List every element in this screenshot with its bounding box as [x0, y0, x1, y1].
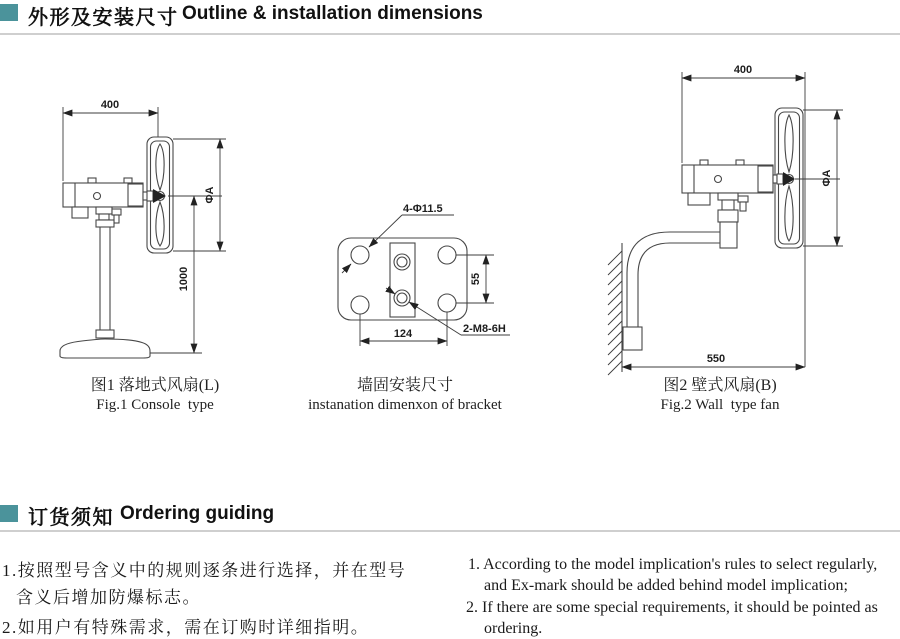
- section-title-en: Ordering guiding: [120, 503, 275, 524]
- bracket-caption: [295, 376, 515, 414]
- caption-en: Fig.1 Console type: [96, 397, 214, 413]
- dim-label-console-dia: ΦA: [204, 186, 216, 204]
- dim-label-console-1000: 1000: [178, 266, 190, 292]
- section-title-en: Outline & installation dimensions: [182, 3, 483, 24]
- dim-label-bracket-thread: 2-M8-6H: [463, 323, 506, 335]
- dim-label-wall-550: 550: [706, 353, 726, 365]
- note-line: 2.如用户有特殊需求，需在订购时详细指明。: [2, 618, 370, 637]
- console-fan-figure: [40, 55, 280, 380]
- caption-zh: 墙固安装尺寸: [356, 377, 453, 394]
- caption-zh: 图2 壁式风扇(B): [663, 377, 777, 394]
- caption-en: instanation dimenxon of bracket: [308, 397, 502, 413]
- caption-en: Fig.2 Wall type fan: [660, 397, 780, 413]
- dim-label-bracket-holes: 4-Φ11.5: [403, 203, 443, 215]
- wall-fan-caption: [615, 376, 825, 414]
- section-bullet-square: [0, 4, 18, 21]
- dim-label-wall-400: 400: [733, 64, 753, 76]
- caption-zh: 图1 落地式风扇(L): [90, 377, 220, 394]
- dim-label-bracket-124: 124: [393, 328, 413, 340]
- section-bullet-square: [0, 505, 18, 522]
- console-fan-caption: [40, 376, 270, 414]
- dim-label-bracket-55: 55: [470, 272, 482, 286]
- bracket-figure: [330, 195, 540, 355]
- note-line: 1.按照型号含义中的规则逐条进行选择，并在型号: [2, 561, 407, 580]
- section-title-zh: 外形及安装尺寸: [28, 7, 179, 29]
- note-line: 1. According to the model implication's rules to select regularly,: [468, 556, 878, 573]
- note-line: 2. If there are some special requirements, it should be pointed as: [466, 599, 878, 616]
- section-divider-line: [0, 33, 900, 35]
- note-line: 含义后增加防爆标志。: [16, 588, 201, 607]
- section-title-zh: 订货须知: [28, 507, 114, 529]
- note-line: and Ex-mark should be added behind model implication;: [484, 577, 848, 594]
- note-line: ordering.: [484, 620, 543, 637]
- section-divider-line: [0, 530, 900, 532]
- dim-label-console-400: 400: [100, 99, 120, 111]
- dim-label-wall-dia: ΦA: [821, 169, 833, 187]
- wall-fan-figure: [600, 55, 890, 380]
